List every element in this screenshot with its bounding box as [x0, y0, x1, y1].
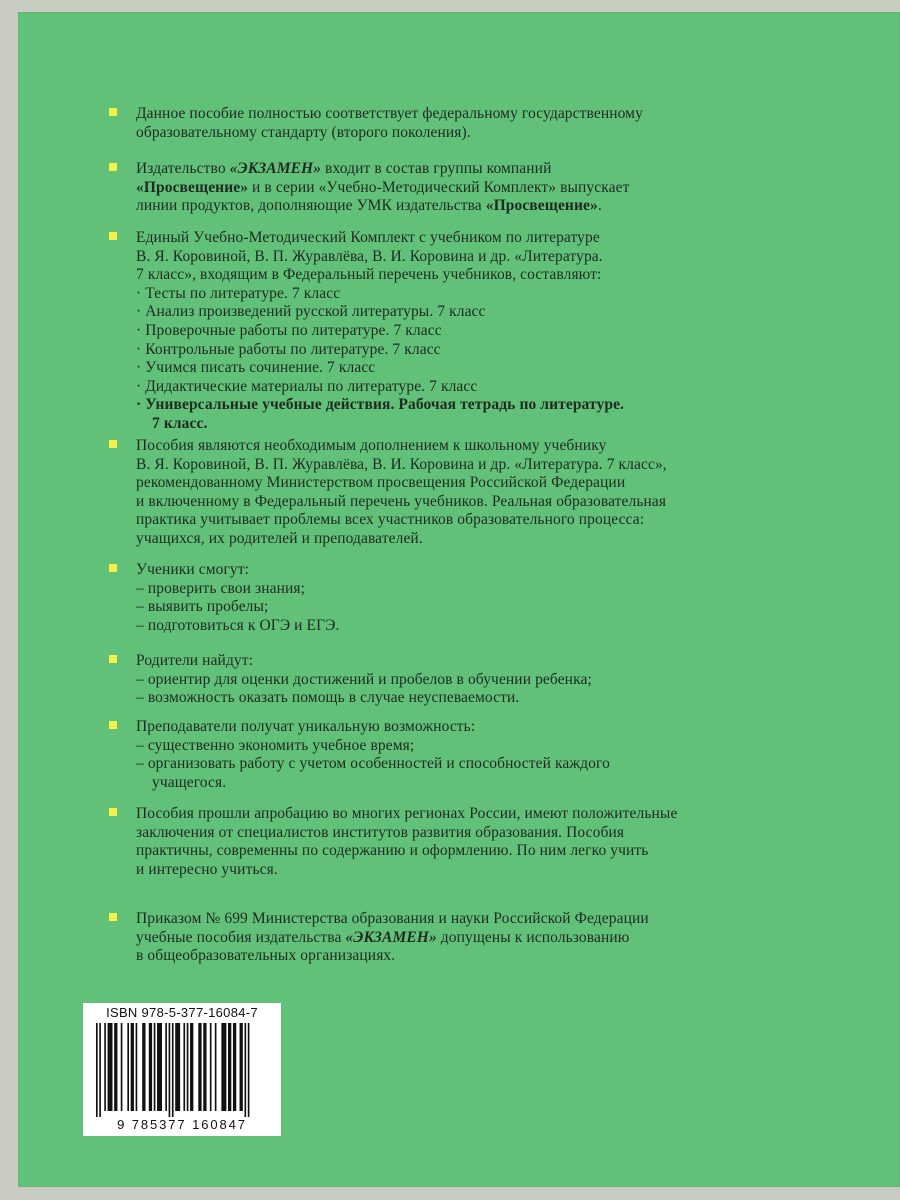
barcode-bar: [99, 1023, 101, 1117]
text-line: В. Я. Коровиной, В. П. Журавлёва, В. И. Коровина и др. «Литература.: [136, 247, 603, 265]
yellow-square-bullet-icon: [109, 108, 117, 116]
barcode-bar: [149, 1023, 152, 1111]
text-line: Приказом № 699 Министерства образования и науки Российской Федерации: [136, 910, 649, 927]
barcode-bar: [190, 1023, 193, 1111]
text-fragment: входит в состав группы компаний: [321, 160, 552, 177]
supplement-paragraph: [136, 437, 667, 549]
text-line: и интересно учиться.: [136, 860, 278, 878]
text-line: [136, 160, 629, 179]
text-line: Ученики смогут:: [136, 561, 250, 578]
barcode-bar: [165, 1023, 167, 1111]
text-line: в общеобразовательных организациях.: [136, 947, 396, 965]
barcode-bar: [210, 1023, 212, 1111]
list-item: – существенно экономить учебное время;: [136, 736, 415, 754]
list-item: – выявить пробелы;: [136, 598, 269, 616]
barcode-bar: [248, 1023, 250, 1117]
list-item: · Учимся писать сочинение. 7 класс: [136, 359, 376, 377]
isbn-barcode-box: [83, 1003, 281, 1136]
barcode-bar: [175, 1023, 180, 1111]
standard-compliance-paragraph: [136, 105, 643, 142]
group-name: «Просвещение»: [485, 197, 598, 215]
text-line: 7 класс», входящим в Федеральный перечень учебников, составляют:: [136, 266, 602, 284]
text-line: Родители найдут:: [136, 652, 254, 669]
text-fragment: и в серии «Учебно-Методический Комплект» выпускает: [248, 178, 630, 196]
list-item: · Контрольные работы по литературе. 7 класс: [136, 340, 441, 358]
text-fragment: допущены к использованию: [436, 928, 630, 946]
barcode-bar: [121, 1023, 123, 1111]
umk-paragraph: [136, 229, 624, 434]
text-line: [136, 929, 649, 948]
text-line: учащихся, их родителей и преподавателей.: [136, 529, 423, 547]
barcode-bar: [203, 1023, 206, 1111]
approbation-paragraph: [136, 805, 677, 879]
barcode-bar: [136, 1023, 138, 1111]
barcode-bar: [114, 1023, 117, 1111]
list-item: – организовать работу с учетом особенностей и способностей каждого: [136, 755, 610, 773]
barcode-bar: [198, 1023, 201, 1111]
yellow-square-bullet-icon: [109, 808, 117, 816]
list-item: – ориентир для оценки достижений и пробелов в обучении ребенка;: [136, 670, 592, 688]
text-line: Преподаватели получат уникальную возможность:: [136, 718, 476, 735]
barcode-bar: [228, 1023, 231, 1111]
text-line: Пособия прошли апробацию во многих регионах России, имеют положительные: [136, 805, 678, 822]
list-item: – проверить свои знания;: [136, 579, 306, 597]
publisher-name: «ЭКЗАМЕН»: [229, 160, 322, 177]
barcode-bar: [233, 1023, 236, 1111]
barcode-bar: [96, 1023, 98, 1117]
barcode-bar: [245, 1023, 247, 1117]
text-line: заключения от специалистов институтов развития образования. Пособия: [136, 823, 625, 841]
barcode-bar: [142, 1023, 145, 1111]
barcode-digits: 9 785377 160847: [117, 1117, 247, 1132]
barcode-bar: [157, 1023, 162, 1111]
barcode-bar: [104, 1023, 106, 1111]
students-paragraph: [136, 561, 339, 635]
text-fragment: Издательство: [136, 160, 230, 177]
yellow-square-bullet-icon: [109, 564, 117, 572]
barcode-bar: [187, 1023, 189, 1111]
yellow-square-bullet-icon: [109, 913, 117, 921]
list-item: · Анализ произведений русской литературы. 7 класс: [136, 303, 486, 321]
barcode-bar: [183, 1023, 185, 1111]
text-line: В. Я. Коровиной, В. П. Журавлёва, В. И. Коровина и др. «Литература. 7 класс»,: [136, 455, 667, 473]
group-name: «Просвещение»: [136, 178, 249, 196]
isbn-number: ISBN 978-5-377-16084-7: [106, 1005, 258, 1020]
text-line: образовательному стандарту (второго поколения).: [136, 123, 471, 141]
list-item: учащегося.: [152, 773, 227, 791]
yellow-square-bullet-icon: [109, 655, 117, 663]
list-item: · Проверочные работы по литературе. 7 класс: [136, 321, 442, 339]
barcode-icon: [92, 1023, 272, 1119]
text-line: Данное пособие полностью соответствует федеральному государственному: [136, 105, 643, 122]
yellow-square-bullet-icon: [109, 232, 117, 240]
text-fragment: .: [597, 197, 602, 215]
list-item: · Тесты по литературе. 7 класс: [136, 284, 341, 302]
text-line: Единый Учебно-Методический Комплект с учебником по литературе: [136, 229, 600, 246]
yellow-square-bullet-icon: [109, 440, 117, 448]
list-item-highlighted: · Универсальные учебные действия. Рабочая тетрадь по литературе.: [136, 396, 625, 414]
text-line: [136, 179, 629, 198]
list-item: – подготовиться к ОГЭ и ЕГЭ.: [136, 616, 340, 634]
barcode-bar: [127, 1023, 129, 1111]
barcode-bar: [172, 1023, 174, 1117]
text-line: Пособия являются необходимым дополнением к школьному учебнику: [136, 437, 607, 454]
barcode-bar: [108, 1023, 113, 1111]
list-item-highlighted: 7 класс.: [152, 414, 208, 432]
text-line: [136, 197, 629, 216]
barcode-bar: [131, 1023, 134, 1111]
ministry-order-paragraph: [136, 910, 649, 966]
list-item: – возможность оказать помощь в случае неуспеваемости.: [136, 689, 520, 707]
barcode-bar: [240, 1023, 243, 1111]
text-line: практика учитывает проблемы всех участников образовательного процесса:: [136, 511, 645, 529]
text-line: и включенному в Федеральный перечень учебников. Реальная образовательная: [136, 492, 667, 510]
barcode-bar: [221, 1023, 226, 1111]
barcode-bar: [215, 1023, 217, 1111]
text-fragment: линии продуктов, дополняющие УМК издательства: [136, 197, 486, 215]
yellow-square-bullet-icon: [109, 163, 117, 171]
parents-paragraph: [136, 652, 592, 708]
publisher-name: «ЭКЗАМЕН»: [345, 928, 437, 946]
text-line: практичны, современны по содержанию и оформлению. По ним легко учить: [136, 842, 649, 860]
publisher-paragraph: [136, 160, 629, 216]
text-fragment: учебные пособия издательства: [136, 928, 346, 946]
yellow-square-bullet-icon: [109, 721, 117, 729]
text-line: рекомендованному Министерством просвещения Российской Федерации: [136, 474, 626, 492]
teachers-paragraph: [136, 718, 610, 792]
barcode-bar: [169, 1023, 171, 1117]
list-item: · Дидактические материалы по литературе. 7 класс: [136, 377, 478, 395]
barcode-bar: [154, 1023, 156, 1111]
